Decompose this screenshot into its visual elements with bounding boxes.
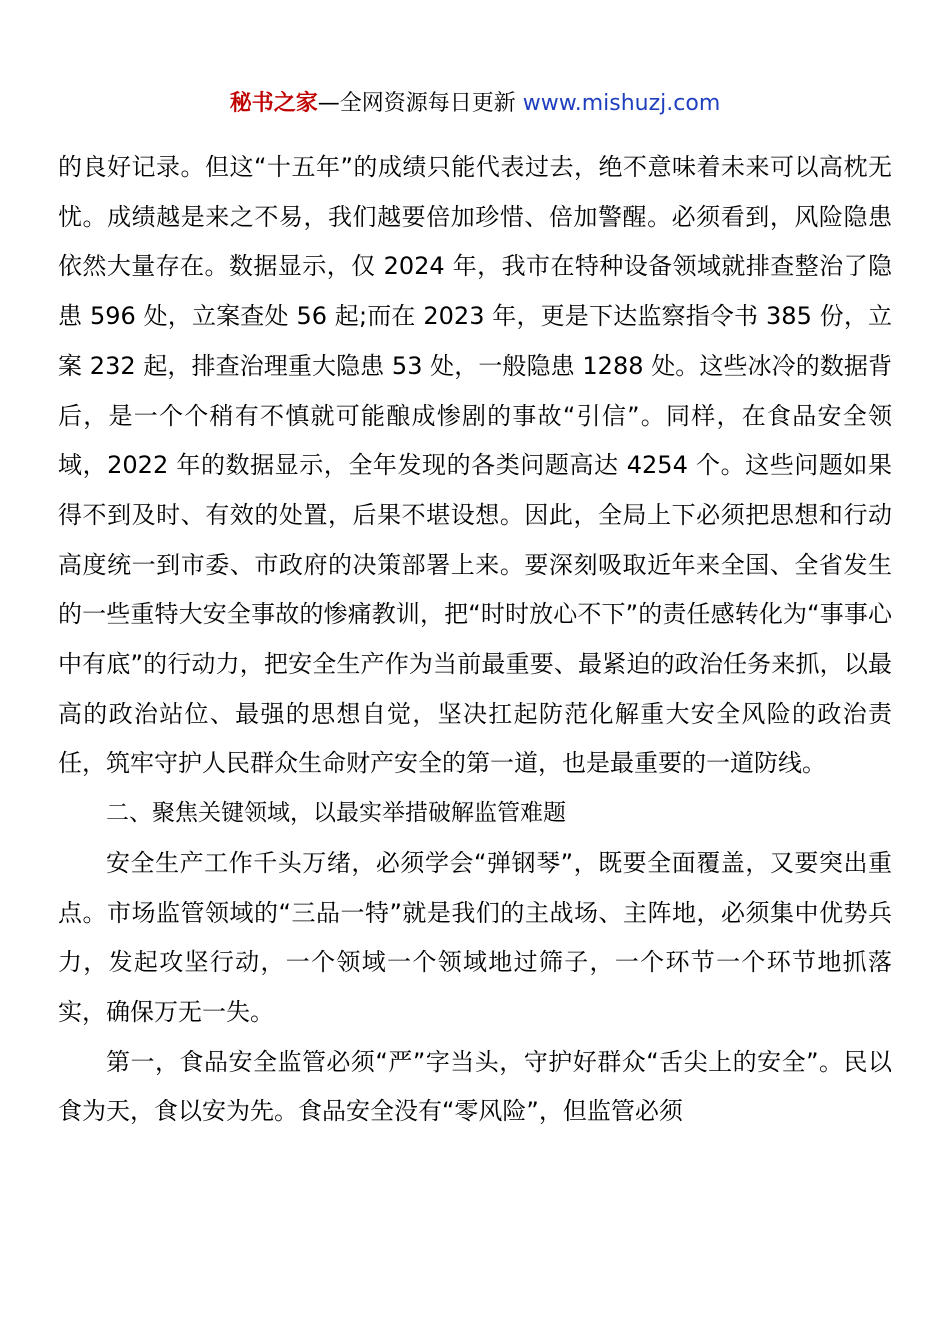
- document-body: [58, 143, 892, 1137]
- site-tagline: —全网资源每日更新: [317, 91, 523, 116]
- site-brand: 秘书之家: [229, 91, 318, 116]
- site-url-link[interactable]: www.mishuzj.com: [522, 91, 721, 116]
- body-paragraph: 第一，食品安全监管必须“严”字当头，守护好群众“舌尖上的安全”。民以食为天，食以安为先。食品安全没有“零风险”，但监管必须: [58, 1047, 892, 1126]
- site-header: [0, 86, 950, 122]
- body-paragraph: 安全生产工作千头万绪，必须学会“弹钢琴”，既要全面覆盖，又要突出重点。市场监管领域的“三品一特”就是我们的主战场、主阵地，必须集中优势兵力，发起攻坚行动，一个领域一个领域地过筛子，一个环节一个环节地抓落实，确保万无一失。: [58, 848, 892, 1026]
- body-paragraph: 的良好记录。但这“十五年”的成绩只能代表过去，绝不意味着未来可以高枕无忧。成绩越是来之不易，我们越要倍加珍惜、倍加警醒。必须看到，风险隐患依然大量存在。数据显示，仅 2024 年，我市在特种设备领域就排查整治了隐患 596 处，立案查处 56 起;而在 2023 年，更是下达监察指令书 385 份，立案 232 起，排查治理重大隐患 53 处，一般隐患 1288 处。这些冰冷的数据背后，是一个个稍有不慎就可能酿成惨剧的事故“引信”。同样，在食品安全领域，2022 年的数据显示，全年发现的各类问题高达 4254 个。这些问题如果得不到及时、有效的处置，后果不堪设想。因此，全局上下必须把思想和行动高度统一到市委、市政府的决策部署上来。要深刻吸取近年来全国、全省发生的一些重特大安全事故的惨痛教训，把“时时放心不下”的责任感转化为“事事心中有底”的行动力，把安全生产作为当前最重要、最紧迫的政治任务来抓，以最高的政治站位、最强的思想自觉，坚决扛起防范化解重大安全风险的政治责任，筑牢守护人民群众生命财产安全的第一道，也是最重要的一道防线。: [58, 153, 892, 778]
- section-heading: 二、聚焦关键领域，以最实举措破解监管难题: [106, 800, 566, 827]
